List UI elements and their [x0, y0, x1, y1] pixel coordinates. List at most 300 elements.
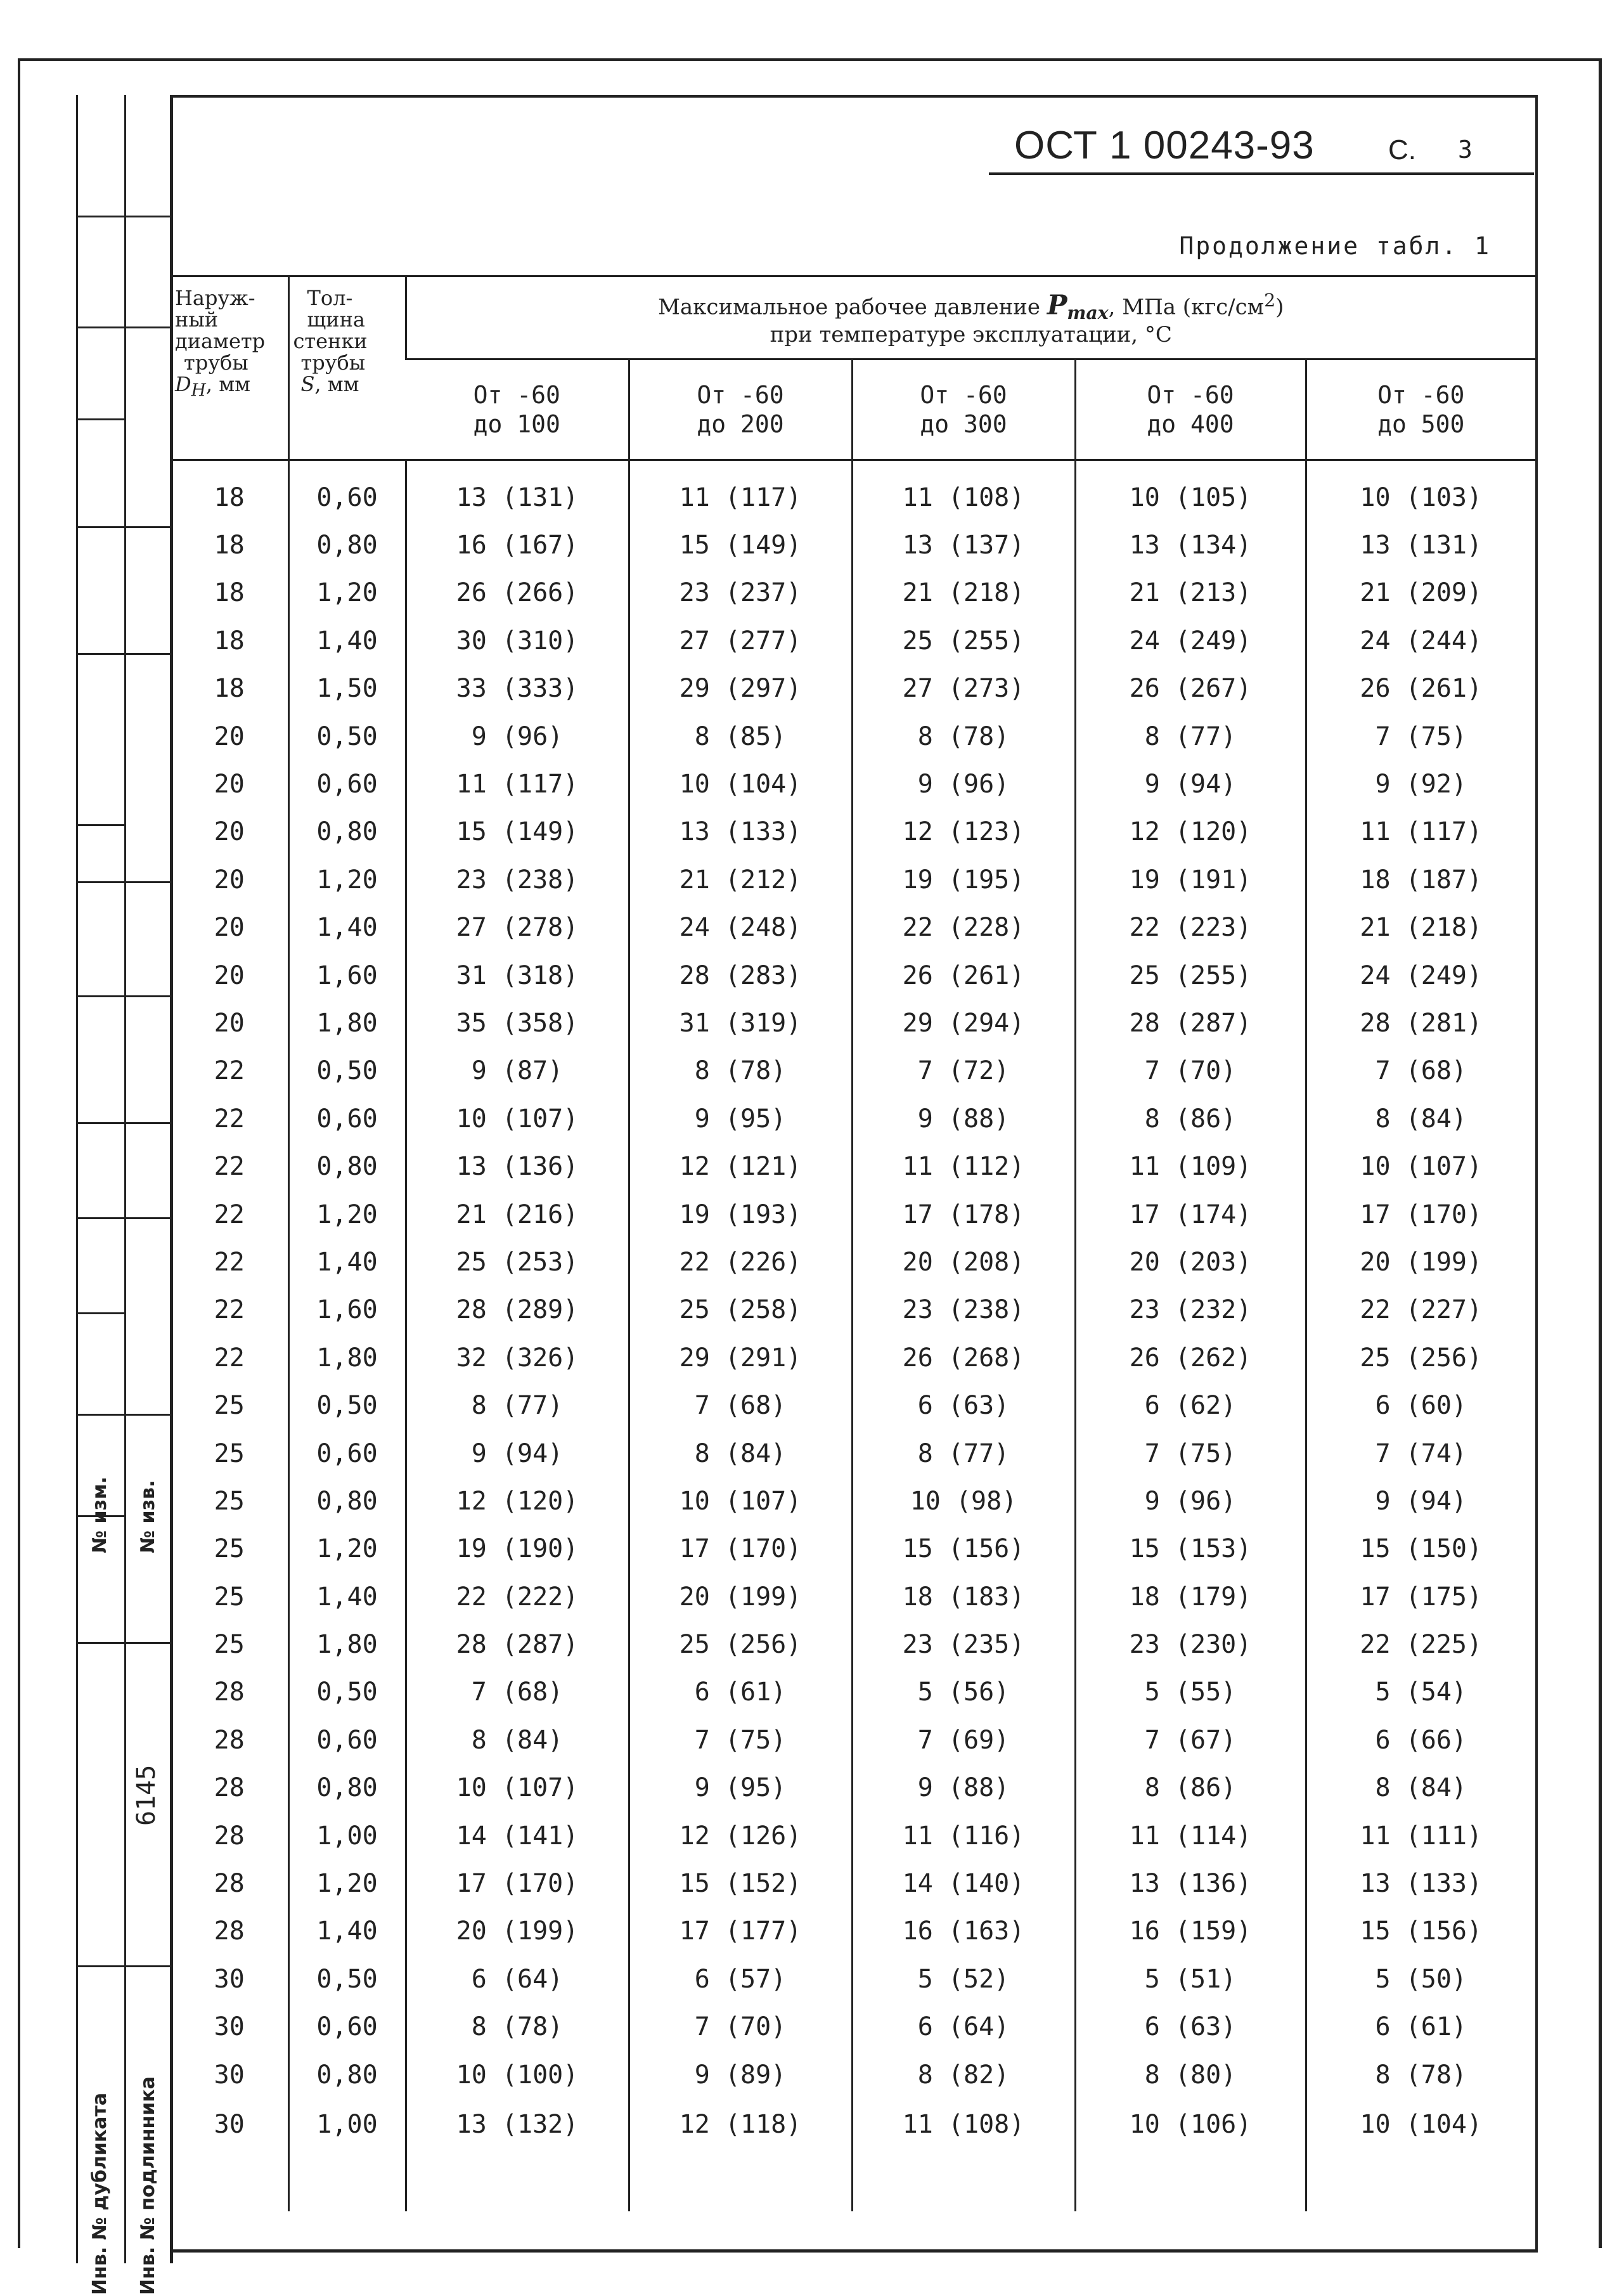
cell-pressure: 20 (199) [629, 1573, 852, 1620]
cell-diameter: 18 [214, 482, 245, 512]
cell-pressure: 10 (107) [406, 1764, 629, 1812]
cell-thickness: 1,20 [288, 1525, 406, 1573]
cell-thickness: 1,40 [288, 1573, 406, 1620]
cell-pressure: 18 (187) [1306, 856, 1535, 903]
cell-pressure: 26 (267) [1075, 665, 1306, 713]
cell-pressure: 16 (159) [1075, 1908, 1306, 1955]
cell-pressure: 21 (218) [852, 569, 1075, 617]
cell-pressure: 5 (50) [1306, 1955, 1535, 2003]
cell-thickness: 0,60 [288, 1430, 406, 1477]
cell-pressure: 11 (108) [852, 2098, 1075, 2211]
cell-pressure: 25 (255) [1075, 952, 1306, 999]
cell-pressure: 25 (256) [629, 1620, 852, 1668]
cell-pressure: 10 (105) [1075, 460, 1306, 522]
cell-diameter: 18 [214, 531, 245, 560]
cell-thickness: 1,20 [288, 1191, 406, 1238]
margin-label-podlinnika: Инв. № подлинника [137, 2076, 159, 2295]
cell-thickness: 0,50 [288, 1955, 406, 2003]
cell-pressure: 18 (179) [1075, 1573, 1306, 1620]
table-row [171, 521, 1535, 569]
cell-pressure: 13 (132) [406, 2098, 629, 2211]
document-code: ОСТ 1 00243-93 [1014, 124, 1315, 167]
cell-pressure: 11 (116) [852, 1812, 1075, 1859]
cell-pressure: 9 (89) [629, 2051, 852, 2098]
cell-pressure: 16 (163) [852, 1908, 1075, 1955]
cell-pressure: 15 (152) [629, 1859, 852, 1907]
cell-thickness: 0,50 [288, 1669, 406, 1716]
header-thickness: Тол- щина стенки трубы S, мм [288, 276, 406, 460]
cell-pressure: 9 (94) [406, 1430, 629, 1477]
cell-pressure: 11 (117) [1306, 808, 1535, 856]
cell-pressure: 27 (273) [852, 665, 1075, 713]
cell-pressure: 8 (78) [1306, 2051, 1535, 2098]
cell-thickness: 1,50 [288, 665, 406, 713]
cell-pressure: 21 (216) [406, 1191, 629, 1238]
cell-pressure: 12 (121) [629, 1142, 852, 1190]
cell-pressure: 28 (283) [629, 952, 852, 999]
cell-pressure: 12 (118) [629, 2098, 852, 2211]
cell-diameter: 20 [214, 721, 245, 751]
cell-pressure: 6 (66) [1306, 1716, 1535, 1764]
cell-thickness: 0,60 [288, 1716, 406, 1764]
margin-label-izm: № изм. [89, 1477, 111, 1553]
cell-pressure: 26 (261) [1306, 665, 1535, 713]
cell-pressure: 11 (117) [406, 760, 629, 808]
cell-diameter: 30 [214, 2060, 245, 2090]
cell-pressure: 10 (103) [1306, 460, 1535, 522]
cell-pressure: 23 (230) [1075, 1620, 1306, 1668]
cell-diameter: 25 [214, 1438, 245, 1468]
cell-pressure: 11 (111) [1306, 1812, 1535, 1859]
cell-pressure: 5 (56) [852, 1669, 1075, 1716]
cell-thickness: 1,20 [288, 1859, 406, 1907]
cell-pressure: 9 (94) [1306, 1477, 1535, 1525]
cell-pressure: 19 (191) [1075, 856, 1306, 903]
cell-thickness: 1,80 [288, 999, 406, 1047]
cell-pressure: 30 (310) [406, 617, 629, 664]
cell-pressure: 26 (261) [852, 952, 1075, 999]
main-panel [171, 95, 1538, 2253]
cell-pressure: 6 (62) [1075, 1381, 1306, 1429]
cell-diameter: 28 [214, 1725, 245, 1755]
cell-pressure: 8 (77) [852, 1430, 1075, 1477]
cell-pressure: 26 (262) [1075, 1334, 1306, 1381]
cell-pressure: 7 (75) [1306, 713, 1535, 760]
cell-diameter: 20 [214, 865, 245, 895]
cell-pressure: 7 (70) [1075, 1047, 1306, 1095]
cell-thickness: 0,80 [288, 1477, 406, 1525]
cell-thickness: 1,20 [288, 569, 406, 617]
cell-pressure: 9 (94) [1075, 760, 1306, 808]
cell-pressure: 18 (183) [852, 1573, 1075, 1620]
cell-thickness: 1,20 [288, 856, 406, 903]
table-row [171, 617, 1535, 664]
cell-thickness: 1,40 [288, 617, 406, 664]
cell-diameter: 18 [214, 578, 245, 608]
cell-pressure: 29 (291) [629, 1334, 852, 1381]
cell-pressure: 9 (88) [852, 1095, 1075, 1142]
cell-pressure: 14 (141) [406, 1812, 629, 1859]
cell-pressure: 8 (77) [406, 1381, 629, 1429]
cell-pressure: 23 (238) [852, 1286, 1075, 1334]
cell-pressure: 26 (266) [406, 569, 629, 617]
cell-pressure: 11 (109) [1075, 1142, 1306, 1190]
cell-pressure: 13 (136) [1075, 1859, 1306, 1907]
cell-pressure: 17 (175) [1306, 1573, 1535, 1620]
cell-pressure: 7 (69) [852, 1716, 1075, 1764]
table-row [171, 2051, 1535, 2098]
cell-thickness: 0,80 [288, 808, 406, 856]
page-label: С. [1388, 134, 1416, 165]
cell-diameter: 22 [214, 1104, 245, 1134]
table-row [171, 1381, 1535, 1429]
table-row [171, 1908, 1535, 1955]
cell-diameter: 25 [214, 1582, 245, 1612]
cell-diameter: 18 [214, 674, 245, 704]
table-row [171, 1286, 1535, 1334]
cell-pressure: 8 (84) [1306, 1095, 1535, 1142]
cell-pressure: 13 (131) [406, 460, 629, 522]
table-row [171, 1669, 1535, 1716]
cell-pressure: 10 (107) [1306, 1142, 1535, 1190]
cell-pressure: 22 (226) [629, 1238, 852, 1286]
cell-pressure: 17 (178) [852, 1191, 1075, 1238]
cell-pressure: 20 (199) [406, 1908, 629, 1955]
table-row [171, 856, 1535, 903]
cell-pressure: 6 (61) [629, 1669, 852, 1716]
cell-pressure: 10 (104) [629, 760, 852, 808]
cell-pressure: 29 (294) [852, 999, 1075, 1047]
header-temp-range: От -60 до 200 [629, 359, 852, 460]
cell-pressure: 5 (51) [1075, 1955, 1306, 2003]
table-row [171, 1573, 1535, 1620]
cell-pressure: 19 (190) [406, 1525, 629, 1573]
margin-label-izv: № изв. [137, 1480, 159, 1553]
cell-pressure: 12 (120) [406, 1477, 629, 1525]
cell-pressure: 25 (258) [629, 1286, 852, 1334]
cell-pressure: 17 (170) [629, 1525, 852, 1573]
cell-pressure: 9 (87) [406, 1047, 629, 1095]
cell-pressure: 6 (64) [852, 2003, 1075, 2051]
cell-pressure: 19 (193) [629, 1191, 852, 1238]
cell-pressure: 29 (297) [629, 665, 852, 713]
cell-diameter: 28 [214, 1821, 245, 1851]
cell-pressure: 31 (319) [629, 999, 852, 1047]
cell-thickness: 0,80 [288, 521, 406, 569]
cell-pressure: 15 (149) [406, 808, 629, 856]
cell-diameter: 22 [214, 1199, 245, 1229]
cell-thickness: 0,60 [288, 1095, 406, 1142]
cell-diameter: 28 [214, 1917, 245, 1946]
table-row [171, 1620, 1535, 1668]
cell-diameter: 20 [214, 960, 245, 990]
cell-pressure: 11 (108) [852, 460, 1075, 522]
cell-diameter: 22 [214, 1247, 245, 1277]
table-row [171, 1334, 1535, 1381]
cell-pressure: 10 (98) [852, 1477, 1075, 1525]
cell-pressure: 24 (244) [1306, 617, 1535, 664]
cell-pressure: 28 (281) [1306, 999, 1535, 1047]
header-temp-range: От -60 до 100 [406, 359, 629, 460]
cell-pressure: 12 (120) [1075, 808, 1306, 856]
cell-pressure: 28 (289) [406, 1286, 629, 1334]
cell-pressure: 15 (153) [1075, 1525, 1306, 1573]
cell-diameter: 20 [214, 817, 245, 847]
cell-pressure: 6 (57) [629, 1955, 852, 2003]
cell-pressure: 8 (86) [1075, 1764, 1306, 1812]
cell-pressure: 22 (223) [1075, 904, 1306, 952]
cell-pressure: 32 (326) [406, 1334, 629, 1381]
cell-pressure: 24 (248) [629, 904, 852, 952]
table-row [171, 1859, 1535, 1907]
cell-pressure: 10 (100) [406, 2051, 629, 2098]
cell-pressure: 11 (114) [1075, 1812, 1306, 1859]
cell-pressure: 13 (133) [1306, 1859, 1535, 1907]
cell-pressure: 7 (75) [629, 1716, 852, 1764]
cell-pressure: 10 (104) [1306, 2098, 1535, 2211]
cell-pressure: 23 (237) [629, 569, 852, 617]
table-row [171, 1047, 1535, 1095]
cell-pressure: 15 (149) [629, 521, 852, 569]
margin-strip [76, 95, 171, 2295]
cell-diameter: 28 [214, 1869, 245, 1899]
cell-pressure: 25 (255) [852, 617, 1075, 664]
cell-thickness: 1,40 [288, 1238, 406, 1286]
cell-pressure: 7 (68) [1306, 1047, 1535, 1095]
table-row [171, 904, 1535, 952]
cell-pressure: 15 (156) [1306, 1908, 1535, 1955]
cell-pressure: 25 (256) [1306, 1334, 1535, 1381]
cell-pressure: 27 (278) [406, 904, 629, 952]
table-row [171, 665, 1535, 713]
cell-pressure: 7 (68) [629, 1381, 852, 1429]
cell-diameter: 22 [214, 1056, 245, 1086]
cell-thickness: 1,80 [288, 1620, 406, 1668]
cell-pressure: 11 (117) [629, 460, 852, 522]
table-row [171, 1142, 1535, 1190]
cell-pressure: 10 (107) [629, 1477, 852, 1525]
cell-pressure: 8 (84) [406, 1716, 629, 1764]
cell-pressure: 13 (137) [852, 521, 1075, 569]
cell-diameter: 22 [214, 1152, 245, 1182]
cell-pressure: 23 (238) [406, 856, 629, 903]
cell-pressure: 26 (268) [852, 1334, 1075, 1381]
cell-thickness: 0,50 [288, 713, 406, 760]
cell-pressure: 8 (84) [629, 1430, 852, 1477]
table-row [171, 808, 1535, 856]
cell-thickness: 1,00 [288, 1812, 406, 1859]
cell-pressure: 17 (170) [406, 1859, 629, 1907]
cell-pressure: 35 (358) [406, 999, 629, 1047]
pressure-table [171, 275, 1535, 2211]
cell-pressure: 25 (253) [406, 1238, 629, 1286]
cell-pressure: 9 (92) [1306, 760, 1535, 808]
cell-pressure: 12 (123) [852, 808, 1075, 856]
cell-pressure: 20 (208) [852, 1238, 1075, 1286]
cell-pressure: 6 (64) [406, 1955, 629, 2003]
cell-pressure: 5 (52) [852, 1955, 1075, 2003]
cell-pressure: 13 (136) [406, 1142, 629, 1190]
cell-thickness: 0,60 [288, 460, 406, 522]
cell-pressure: 7 (72) [852, 1047, 1075, 1095]
cell-pressure: 7 (74) [1306, 1430, 1535, 1477]
cell-pressure: 22 (222) [406, 1573, 629, 1620]
cell-thickness: 0,50 [288, 1047, 406, 1095]
cell-diameter: 20 [214, 1008, 245, 1038]
cell-pressure: 24 (249) [1306, 952, 1535, 999]
cell-pressure: 27 (277) [629, 617, 852, 664]
table-row [171, 760, 1535, 808]
table-row [171, 2098, 1535, 2211]
header-temp-range: От -60 до 500 [1306, 359, 1535, 460]
table-row [171, 1430, 1535, 1477]
cell-pressure: 17 (170) [1306, 1191, 1535, 1238]
cell-pressure: 21 (212) [629, 856, 852, 903]
cell-thickness: 1,40 [288, 904, 406, 952]
table-row [171, 1095, 1535, 1142]
cell-pressure: 15 (150) [1306, 1525, 1535, 1573]
cell-pressure: 31 (318) [406, 952, 629, 999]
cell-pressure: 8 (77) [1075, 713, 1306, 760]
cell-pressure: 9 (96) [406, 713, 629, 760]
cell-pressure: 20 (199) [1306, 1238, 1535, 1286]
cell-thickness: 1,60 [288, 952, 406, 999]
cell-pressure: 8 (86) [1075, 1095, 1306, 1142]
table-row [171, 1238, 1535, 1286]
header-temp-range: От -60 до 300 [852, 359, 1075, 460]
cell-pressure: 5 (54) [1306, 1669, 1535, 1716]
table-row [171, 1191, 1535, 1238]
table-row [171, 569, 1535, 617]
cell-pressure: 28 (287) [1075, 999, 1306, 1047]
cell-diameter: 20 [214, 913, 245, 943]
cell-pressure: 33 (333) [406, 665, 629, 713]
cell-pressure: 14 (140) [852, 1859, 1075, 1907]
cell-pressure: 8 (78) [629, 1047, 852, 1095]
cell-diameter: 25 [214, 1391, 245, 1421]
cell-diameter: 30 [214, 2012, 245, 2042]
cell-diameter: 25 [214, 1486, 245, 1516]
header-temp-range: От -60 до 400 [1075, 359, 1306, 460]
cell-pressure: 8 (85) [629, 713, 852, 760]
cell-pressure: 8 (84) [1306, 1764, 1535, 1812]
table-row [171, 1716, 1535, 1764]
cell-thickness: 1,40 [288, 1908, 406, 1955]
cell-diameter: 25 [214, 1534, 245, 1564]
cell-pressure: 16 (167) [406, 521, 629, 569]
cell-pressure: 10 (107) [406, 1095, 629, 1142]
table-row [171, 460, 1535, 522]
table-row [171, 1525, 1535, 1573]
cell-diameter: 20 [214, 770, 245, 799]
cell-pressure: 8 (80) [1075, 2051, 1306, 2098]
code-underline [989, 172, 1534, 175]
table-row [171, 1477, 1535, 1525]
cell-pressure: 15 (156) [852, 1525, 1075, 1573]
cell-pressure: 9 (96) [852, 760, 1075, 808]
cell-diameter: 28 [214, 1773, 245, 1803]
cell-diameter: 22 [214, 1343, 245, 1373]
cell-pressure: 7 (70) [629, 2003, 852, 2051]
cell-pressure: 17 (174) [1075, 1191, 1306, 1238]
cell-pressure: 9 (95) [629, 1764, 852, 1812]
cell-thickness: 1,80 [288, 1334, 406, 1381]
cell-pressure: 22 (225) [1306, 1620, 1535, 1668]
cell-pressure: 21 (209) [1306, 569, 1535, 617]
cell-pressure: 7 (75) [1075, 1430, 1306, 1477]
cell-pressure: 6 (63) [852, 1381, 1075, 1429]
cell-pressure: 13 (134) [1075, 521, 1306, 569]
table-body [171, 460, 1535, 2212]
cell-pressure: 9 (96) [1075, 1477, 1306, 1525]
cell-pressure: 6 (63) [1075, 2003, 1306, 2051]
cell-diameter: 30 [214, 2110, 245, 2140]
table-row [171, 1955, 1535, 2003]
page-number: 3 [1458, 136, 1473, 164]
cell-pressure: 8 (82) [852, 2051, 1075, 2098]
cell-pressure: 19 (195) [852, 856, 1075, 903]
cell-diameter: 28 [214, 1678, 245, 1707]
cell-thickness: 0,60 [288, 760, 406, 808]
cell-pressure: 13 (133) [629, 808, 852, 856]
cell-diameter: 18 [214, 626, 245, 656]
header-diameter: Наруж- ный диаметр трубы $D_Н$, мм [171, 276, 288, 460]
cell-thickness: 0,60 [288, 2003, 406, 2051]
cell-pressure: 28 (287) [406, 1620, 629, 1668]
cell-pressure: 11 (112) [852, 1142, 1075, 1190]
table-row [171, 999, 1535, 1047]
table-continuation-caption: Продолжение табл. 1 [1179, 232, 1491, 260]
cell-diameter: 22 [214, 1295, 245, 1325]
cell-pressure: 23 (232) [1075, 1286, 1306, 1334]
table-row [171, 713, 1535, 760]
cell-thickness: 1,00 [288, 2098, 406, 2211]
cell-pressure: 24 (249) [1075, 617, 1306, 664]
cell-pressure: 22 (228) [852, 904, 1075, 952]
cell-pressure: 8 (78) [852, 713, 1075, 760]
margin-inv-number: 6145 [132, 1764, 161, 1826]
cell-pressure: 6 (61) [1306, 2003, 1535, 2051]
cell-pressure: 8 (78) [406, 2003, 629, 2051]
cell-pressure: 21 (213) [1075, 569, 1306, 617]
cell-pressure: 7 (67) [1075, 1716, 1306, 1764]
cell-thickness: 1,60 [288, 1286, 406, 1334]
cell-pressure: 6 (60) [1306, 1381, 1535, 1429]
cell-pressure: 21 (218) [1306, 904, 1535, 952]
table-row [171, 1812, 1535, 1859]
cell-thickness: 0,50 [288, 1381, 406, 1429]
cell-thickness: 0,80 [288, 1764, 406, 1812]
cell-pressure: 12 (126) [629, 1812, 852, 1859]
cell-pressure: 9 (88) [852, 1764, 1075, 1812]
margin-label-dublikata: Инв. № дубликата [89, 2092, 111, 2295]
cell-pressure: 17 (177) [629, 1908, 852, 1955]
cell-thickness: 0,80 [288, 2051, 406, 2098]
cell-pressure: 23 (235) [852, 1620, 1075, 1668]
cell-pressure: 7 (68) [406, 1669, 629, 1716]
header-pressure: Максимальное рабочее давление $P_{max}$, МПа $(кгс/см^2)$ при температуре эксплуатации, °С [406, 276, 1535, 359]
table-row [171, 2003, 1535, 2051]
table-row [171, 952, 1535, 999]
cell-thickness: 0,80 [288, 1142, 406, 1190]
cell-pressure: 22 (227) [1306, 1286, 1535, 1334]
table-row [171, 1764, 1535, 1812]
cell-pressure: 20 (203) [1075, 1238, 1306, 1286]
cell-diameter: 25 [214, 1630, 245, 1660]
cell-pressure: 10 (106) [1075, 2098, 1306, 2211]
cell-pressure: 13 (131) [1306, 521, 1535, 569]
cell-pressure: 5 (55) [1075, 1669, 1306, 1716]
